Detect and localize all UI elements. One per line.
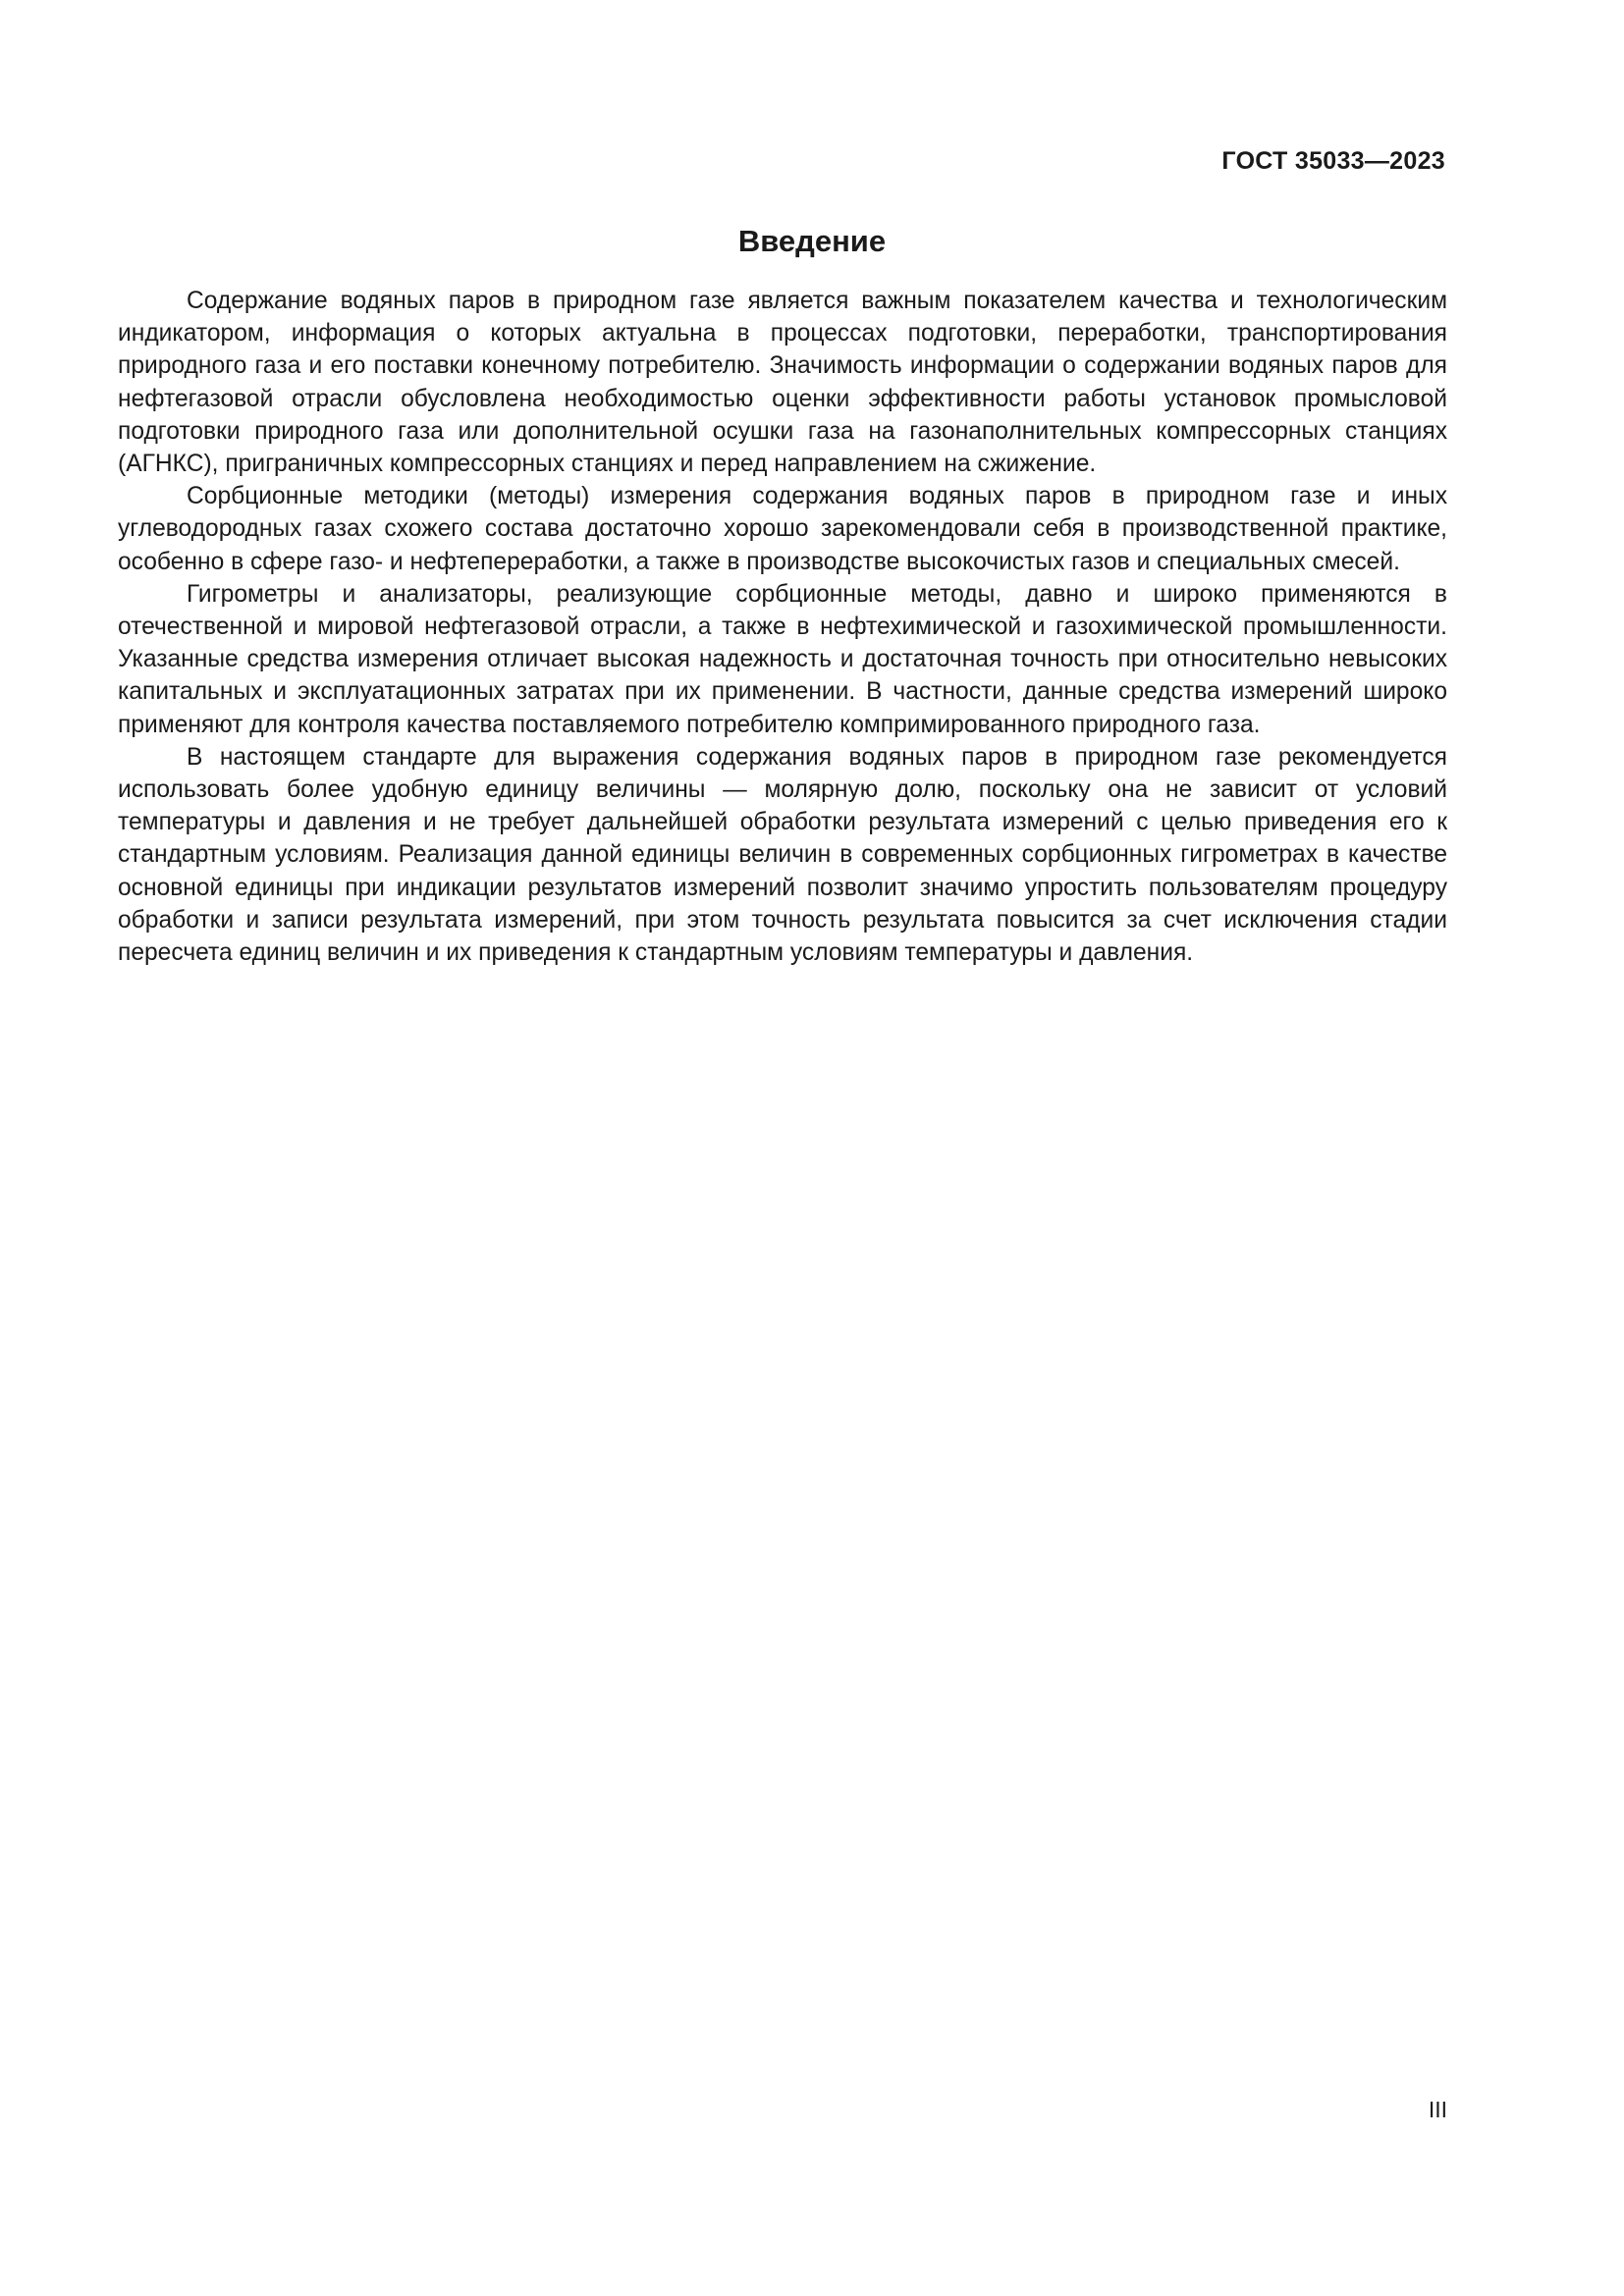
document-code: ГОСТ 35033—2023: [1221, 147, 1445, 175]
paragraph: Содержание водяных паров в природном газе является важным показателем качества и технологическим индикатором, информация о которых актуальна в процессах подготовки, переработки, транспортирования природного газа и его поставки конечному потребителю. Значимость информации о содержании водяных паров для нефтегазовой отрасли обусловлена необходимостью оценки эффективности работы установок промысловой подготовки природного газа или дополнительной осушки газа на газонаполнительных компрессорных станциях (АГНКС), приграничных компрессорных станциях и перед направлением на сжижение.: [118, 288, 1447, 478]
paragraph: Гигрометры и анализаторы, реализующие сорбционные методы, давно и широко применяются в отечественной и мировой нефтегазовой отрасли, а также в нефтехимической и газохимической промышленности. Указанные средства измерения отличает высокая надежность и достаточная точность при относительно невысоких капитальных и эксплуатационных затратах при их применении. В частности, данные средства измерений широко применяют для контроля качества поставляемого потребителю компримированного природного газа.: [118, 580, 1447, 738]
section-body: [118, 285, 1447, 969]
page-number: III: [1428, 2097, 1447, 2122]
section-title: Введение: [737, 224, 887, 258]
paragraph: Сорбционные методики (методы) измерения содержания водяных паров в природном газе и иных углеводородных газах схожего состава достаточно хорошо зарекомендовали себя в производственной практике, особенно в сфере газо- и нефтепереработки, а также в производстве высокочистых газов и специальных смесей.: [118, 483, 1447, 575]
paragraph: В настоящем стандарте для выражения содержания водяных паров в природном газе рекомендуется использовать более удобную единицу величины — молярную долю, поскольку она не зависит от условий температуры и давления и не требует дальнейшей обработки результата измерений с целью приведения его к стандартным условиям. Реализация данной единицы величин в современных сорбционных гигрометрах в качестве основной единицы при индикации результатов измерений позволит значимо упростить пользователям процедуру обработки и записи результата измерений, при этом точность результата повысится за счет исключения стадии пересчета единиц величин и их приведения к стандартным условиям температуры и давления.: [118, 743, 1447, 967]
